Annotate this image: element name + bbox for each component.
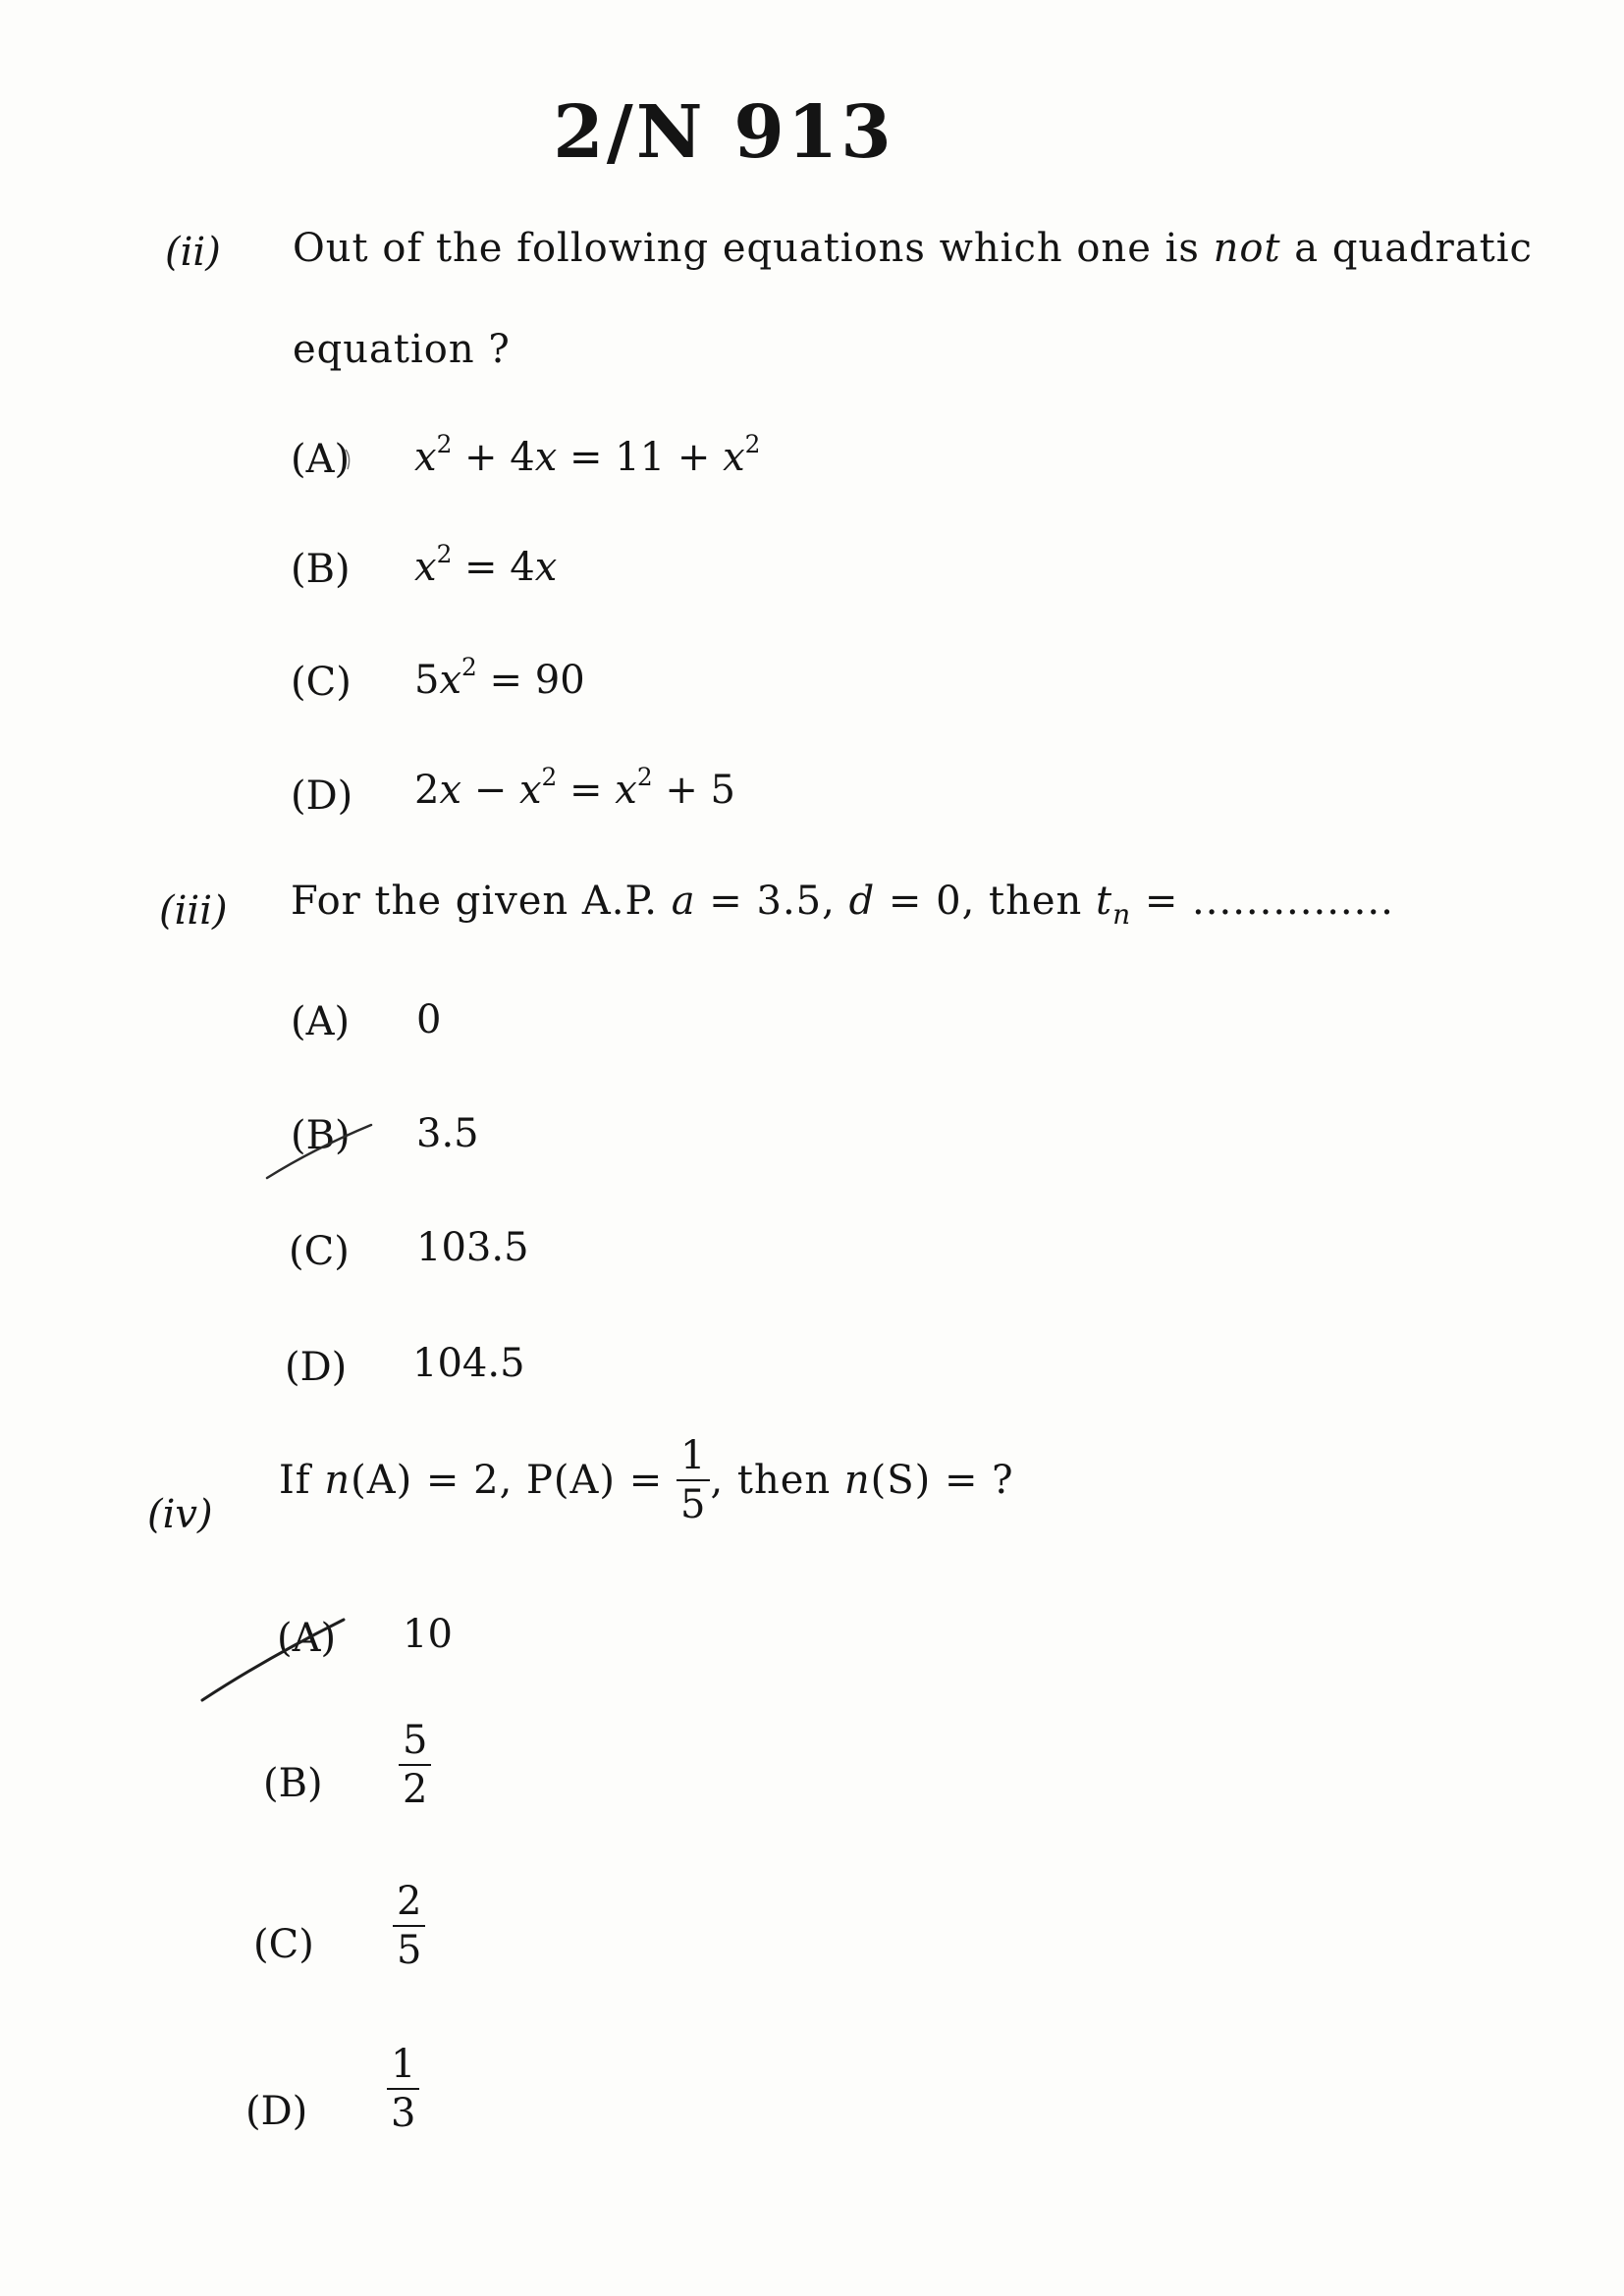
option-iv-a-value: 10 bbox=[403, 1612, 453, 1657]
option-ii-d-expression: $2x - x^2 = x^2 + 5$ bbox=[414, 763, 736, 813]
question-ii-text-line2: equation ? bbox=[293, 327, 511, 372]
pen-mark-ii-a bbox=[346, 450, 350, 469]
question-iv-fraction: $\frac{1}{5}$ bbox=[677, 1435, 710, 1525]
option-iii-c-label: (C) bbox=[289, 1229, 350, 1274]
option-iv-b-label: (B) bbox=[263, 1761, 323, 1806]
question-iii-text: For the given A.P. a = 3.5, d = 0, then $t_n$ = ............... bbox=[291, 879, 1394, 931]
option-ii-d-label: (D) bbox=[291, 774, 353, 819]
option-iii-d-label: (D) bbox=[285, 1345, 348, 1390]
option-ii-c-expression: $5x^2 = 90$ bbox=[414, 653, 585, 703]
option-iii-a-label: (A) bbox=[291, 999, 351, 1044]
pen-tick-iii-b bbox=[267, 1125, 371, 1178]
option-iv-c-fraction: $\frac{2}{5}$ bbox=[393, 1881, 425, 1971]
option-iv-a-label: (A) bbox=[277, 1616, 337, 1661]
option-ii-a-label: (A) bbox=[291, 437, 351, 482]
question-iv-text: If n (A) = 2, P(A) = $\frac{1}{5}$ , then n (S) = ? bbox=[279, 1433, 1014, 1527]
option-ii-b-label: (B) bbox=[291, 547, 351, 592]
question-ii-text-line1: Out of the following equations which one is not a quadratic bbox=[293, 226, 1533, 271]
question-number-iii: (iii) bbox=[159, 888, 228, 934]
page-title: 2/N 913 bbox=[553, 90, 894, 175]
option-iii-b-value: 3.5 bbox=[416, 1111, 479, 1156]
question-number-ii: (ii) bbox=[165, 230, 221, 275]
option-iv-d-fraction: $\frac{1}{3}$ bbox=[387, 2044, 419, 2134]
option-ii-a-expression: $x^2 + 4x = 11 + x^2$ bbox=[414, 430, 761, 480]
option-ii-c-label: (C) bbox=[291, 660, 352, 705]
option-iii-d-value: 104.5 bbox=[412, 1341, 525, 1386]
option-iii-b-label: (B) bbox=[291, 1113, 351, 1158]
option-ii-b-expression: $x^2 = 4x$ bbox=[414, 540, 558, 590]
question-number-iv: (iv) bbox=[147, 1492, 213, 1537]
option-iv-d-label: (D) bbox=[245, 2089, 308, 2134]
option-iv-c-label: (C) bbox=[253, 1922, 314, 1967]
pen-tick-iv-a bbox=[202, 1620, 344, 1700]
option-iv-b-fraction: $\frac{5}{2}$ bbox=[399, 1720, 431, 1810]
option-iii-a-value: 0 bbox=[416, 997, 442, 1042]
option-iii-c-value: 103.5 bbox=[416, 1225, 529, 1270]
